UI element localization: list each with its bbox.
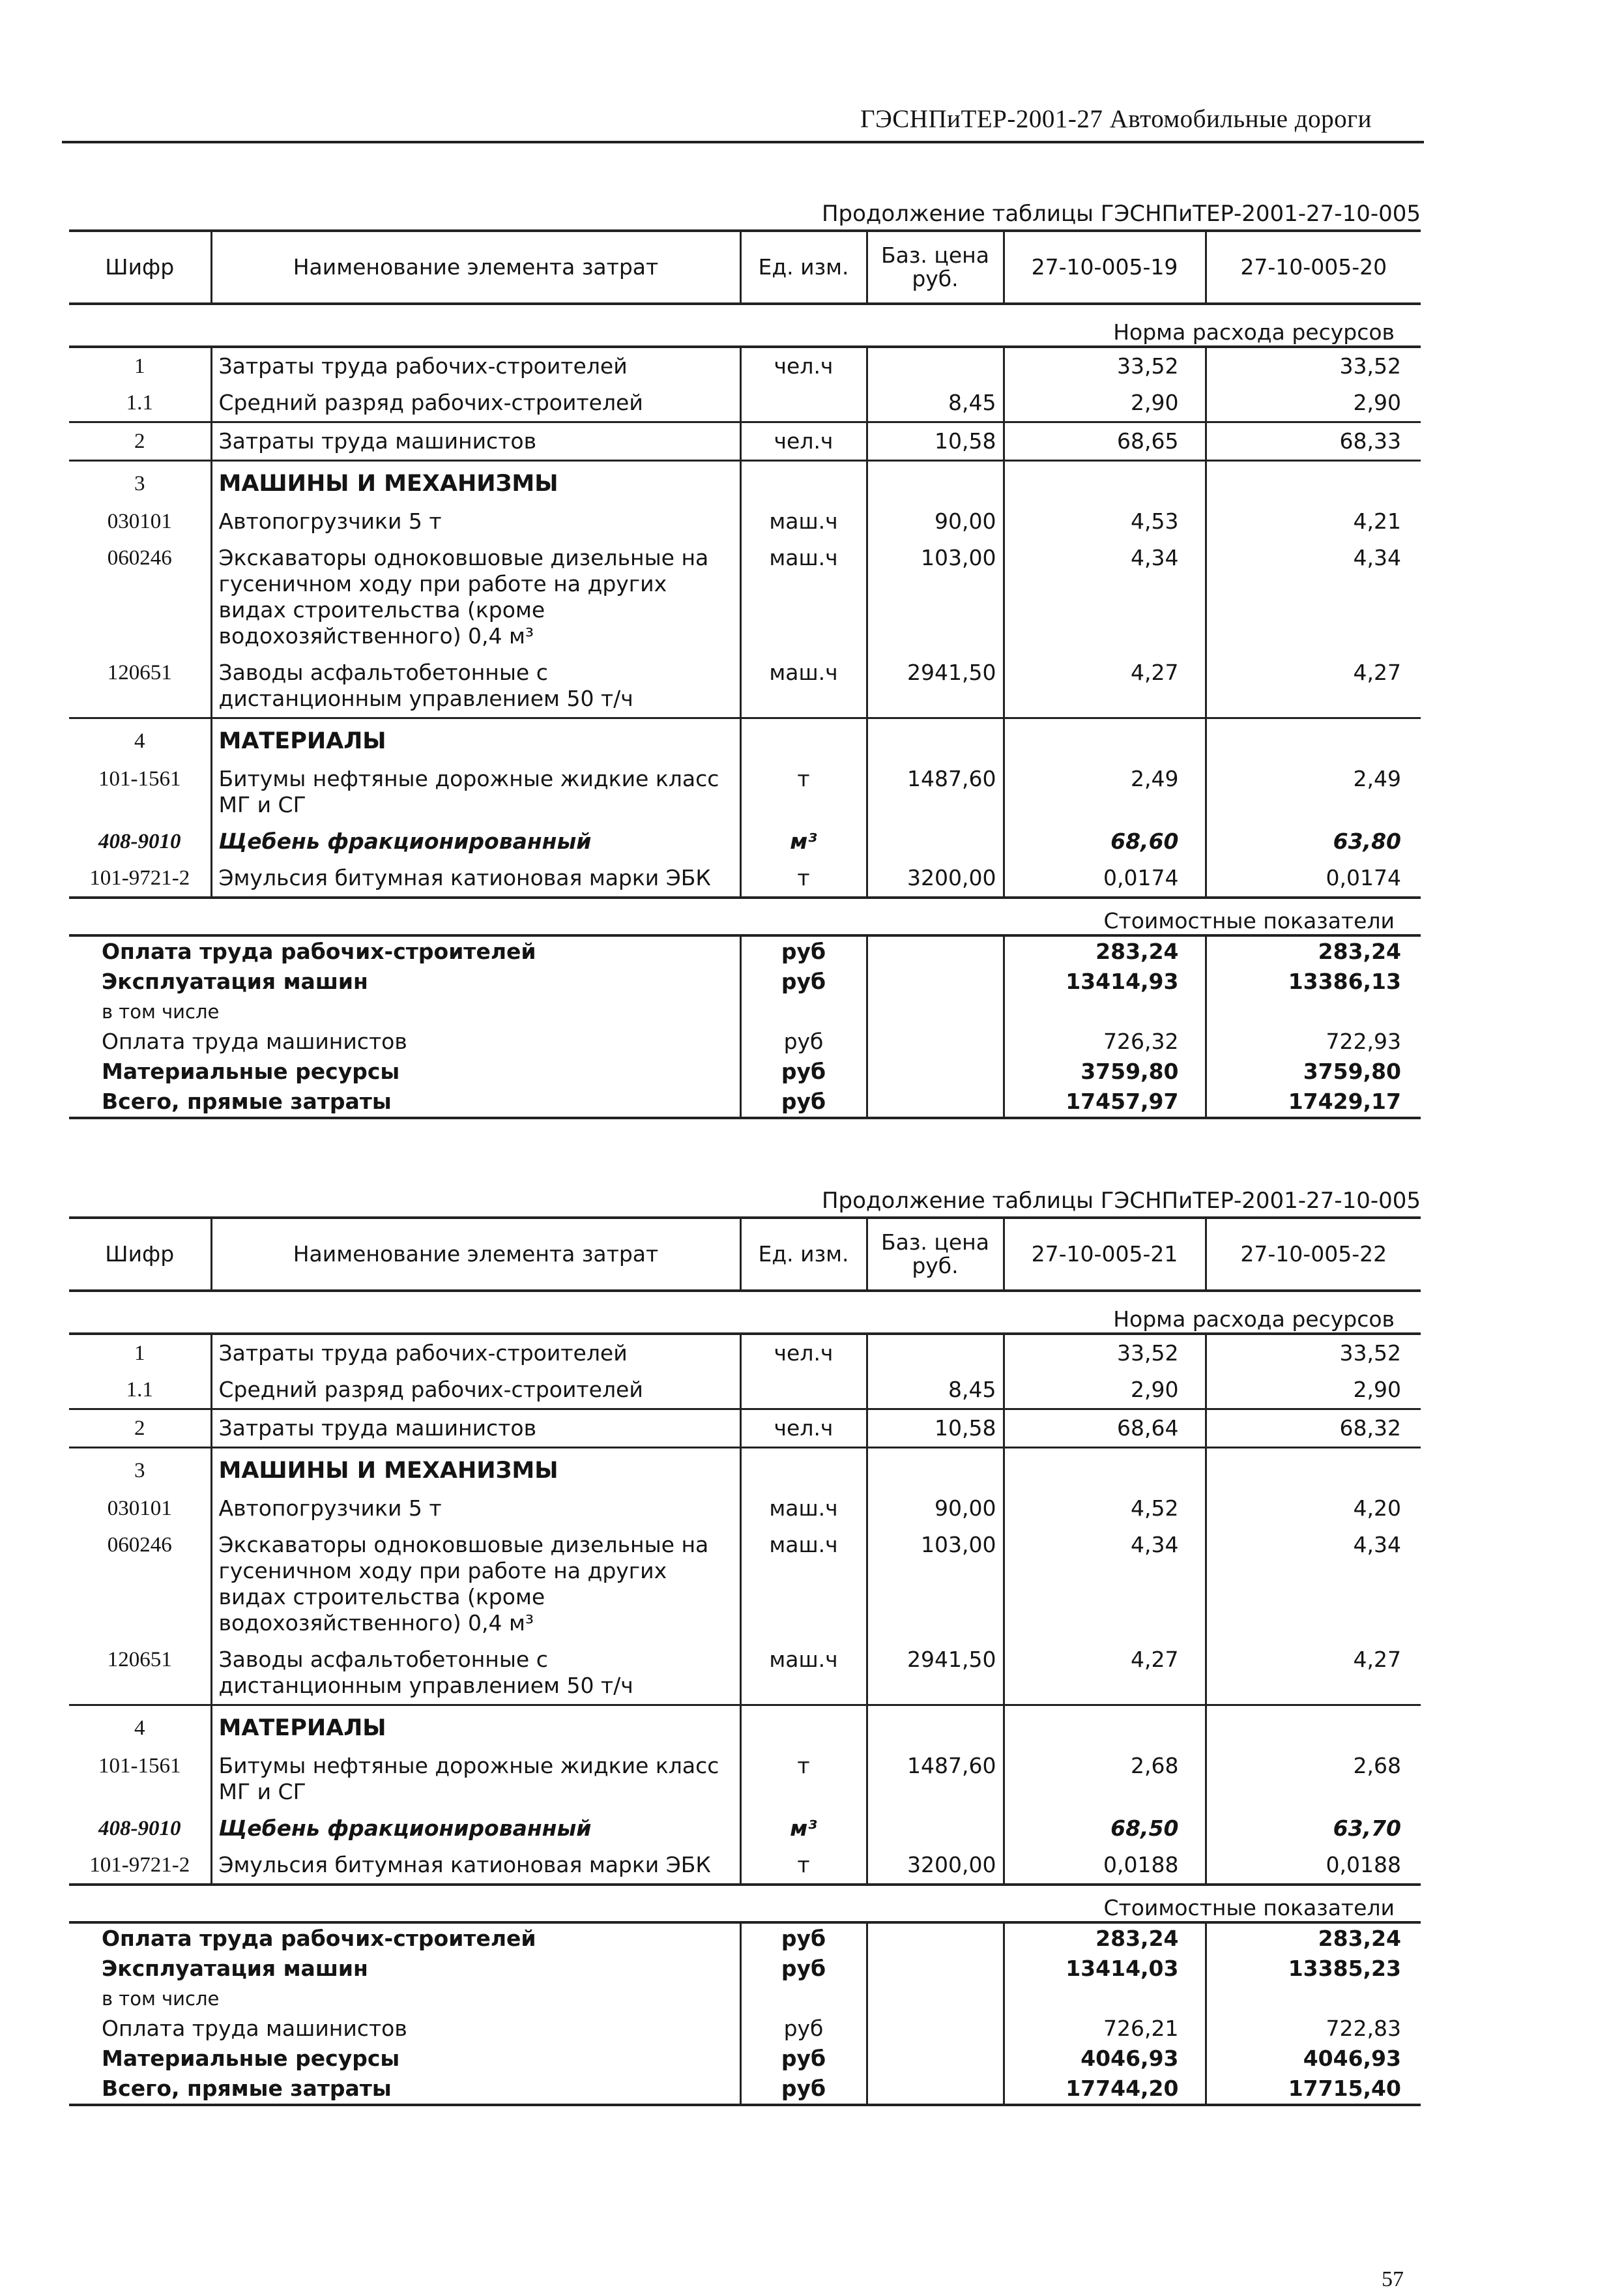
row-value-a: 4,34 — [1004, 540, 1206, 654]
row-price — [867, 1810, 1004, 1847]
cost-value-b: 17715,40 — [1206, 2074, 1421, 2105]
cost-value-a: 4046,93 — [1004, 2044, 1206, 2074]
table-row — [69, 718, 1421, 761]
row-price — [867, 1448, 1004, 1491]
table-row — [69, 860, 1421, 898]
cost-value-b: 17429,17 — [1206, 1087, 1421, 1118]
cost-unit: руб — [740, 967, 867, 997]
cost-value-b: 722,83 — [1326, 2016, 1401, 2041]
row-value-b — [1206, 1705, 1421, 1748]
row-code: 030101 — [69, 1490, 211, 1527]
row-unit: чел.ч — [740, 1409, 867, 1448]
continuation-caption: Продолжение таблицы ГЭСНПиТЕР-2001-27-10-005 — [821, 201, 1421, 227]
table-header-row — [69, 231, 1421, 304]
table-row — [69, 1527, 1421, 1641]
col-header-b: 27-10-005-22 — [1206, 1218, 1421, 1291]
cost-name: Оплата труда рабочих-строителей — [69, 1922, 740, 1954]
row-code: 1.1 — [69, 1372, 211, 1409]
cost-label: Стоимостные показатели — [69, 1885, 1421, 1922]
row-code: 101-1561 — [69, 1748, 211, 1810]
row-price: 1487,60 — [867, 761, 1004, 823]
cost-unit: руб — [740, 935, 867, 967]
cost-unit: руб — [740, 2074, 867, 2105]
row-code: 408-9010 — [69, 823, 211, 860]
row-value-b: 4,21 — [1353, 508, 1401, 534]
table-row — [69, 540, 1421, 654]
row-code: 120651 — [69, 654, 211, 718]
cost-row — [69, 1087, 1421, 1118]
row-code: 120651 — [69, 1641, 211, 1705]
row-unit: маш.ч — [740, 654, 867, 718]
row-value-b: 0,0174 — [1326, 865, 1401, 890]
cost-value-a: 13414,93 — [1004, 967, 1206, 997]
row-unit: чел.ч — [740, 422, 867, 461]
row-value-b: 68,32 — [1206, 1409, 1421, 1448]
row-unit: т — [740, 1748, 867, 1810]
cost-value-a: 3759,80 — [1004, 1057, 1206, 1087]
cost-name: в том числе — [69, 997, 740, 1027]
row-unit: т — [740, 1847, 867, 1885]
row-value-a — [1004, 718, 1206, 761]
row-name: МАШИНЫ И МЕХАНИЗМЫ — [211, 1448, 740, 1491]
cost-name: Оплата труда машинистов — [69, 2014, 740, 2044]
norm-label-row — [69, 1291, 1421, 1334]
cost-row — [69, 2074, 1421, 2105]
row-name: Экскаваторы одноковшовые дизельные на гусеничном ходу при работе на других видах строительства (кроме водохозяйственного) 0,4 м³ — [211, 540, 740, 654]
row-code: 408-9010 — [69, 1810, 211, 1847]
row-value-a: 68,65 — [1004, 422, 1206, 461]
cost-name: Всего, прямые затраты — [69, 2074, 740, 2105]
row-value-b: 4,27 — [1353, 1647, 1401, 1672]
table-header-row — [69, 1218, 1421, 1291]
row-name: Средний разряд рабочих-строителей — [211, 385, 740, 422]
row-code: 2 — [69, 1409, 211, 1448]
table-row — [69, 503, 1421, 540]
cost-name: Оплата труда машинистов — [69, 1027, 740, 1057]
row-value-a: 0,0174 — [1004, 860, 1206, 898]
row-name: МАШИНЫ И МЕХАНИЗМЫ — [211, 461, 740, 504]
row-name: Заводы асфальтобетонные с дистанционным управлением 50 т/ч — [211, 1641, 740, 1705]
cost-value-b: 283,24 — [1318, 939, 1401, 964]
table-row — [69, 761, 1421, 823]
cost-row — [69, 997, 1421, 1027]
row-price: 10,58 — [867, 422, 1004, 461]
row-price: 1487,60 — [867, 1748, 1004, 1810]
row-unit: т — [740, 761, 867, 823]
row-name: Затраты труда рабочих-строителей — [211, 1334, 740, 1372]
row-price: 8,45 — [867, 1372, 1004, 1409]
row-unit: чел.ч — [740, 1334, 867, 1372]
row-value-b: 4,34 — [1353, 1532, 1401, 1557]
col-header-code: Шифр — [69, 1218, 211, 1291]
table-row — [69, 385, 1421, 422]
row-value-a: 2,90 — [1004, 1372, 1206, 1409]
row-value-a — [1004, 1448, 1206, 1491]
row-unit — [740, 1448, 867, 1491]
cost-name: Материальные ресурсы — [69, 1057, 740, 1087]
col-header-name: Наименование элемента затрат — [211, 231, 740, 304]
cost-row — [69, 1027, 1421, 1057]
row-value-a — [1004, 1705, 1206, 1748]
cost-unit: руб — [740, 2044, 867, 2074]
row-value-b: 4,20 — [1353, 1495, 1401, 1521]
row-code: 3 — [69, 1448, 211, 1491]
row-value-a: 2,68 — [1004, 1748, 1206, 1810]
row-value-a: 4,34 — [1004, 1527, 1206, 1641]
row-unit — [740, 1705, 867, 1748]
row-value-a: 33,52 — [1004, 347, 1206, 385]
row-name: МАТЕРИАЛЫ — [211, 718, 740, 761]
row-value-b — [1206, 718, 1421, 761]
row-unit: маш.ч — [740, 540, 867, 654]
cost-value-b: 13386,13 — [1288, 969, 1401, 994]
cost-row — [69, 1922, 1421, 1954]
row-unit: маш.ч — [740, 1527, 867, 1641]
row-code: 3 — [69, 461, 211, 504]
cost-unit: руб — [740, 2014, 867, 2044]
cost-row — [69, 2014, 1421, 2044]
cost-value-a: 726,21 — [1004, 2014, 1206, 2044]
row-name: Автопогрузчики 5 т — [211, 503, 740, 540]
row-name: Затраты труда рабочих-строителей — [211, 347, 740, 385]
row-name: Эмульсия битумная катионовая марки ЭБК — [211, 1847, 740, 1885]
row-unit — [740, 1372, 867, 1409]
table-row — [69, 1810, 1421, 1847]
row-value-a: 33,52 — [1004, 1334, 1206, 1372]
row-name: Автопогрузчики 5 т — [211, 1490, 740, 1527]
cost-value-a: 13414,03 — [1004, 1954, 1206, 1984]
col-header-b: 27-10-005-20 — [1206, 231, 1421, 304]
row-name: Средний разряд рабочих-строителей — [211, 1372, 740, 1409]
row-value-b: 2,90 — [1353, 390, 1401, 415]
col-header-a: 27-10-005-19 — [1004, 231, 1206, 304]
row-name: Эмульсия битумная катионовая марки ЭБК — [211, 860, 740, 898]
col-header-name: Наименование элемента затрат — [211, 1218, 740, 1291]
row-unit: маш.ч — [740, 503, 867, 540]
row-price — [867, 718, 1004, 761]
table-row — [69, 1748, 1421, 1810]
norm-label: Норма расхода ресурсов — [69, 1291, 1421, 1334]
row-price: 8,45 — [867, 385, 1004, 422]
row-price: 2941,50 — [867, 1641, 1004, 1705]
row-price: 90,00 — [867, 1490, 1004, 1527]
cost-name: Оплата труда рабочих-строителей — [69, 935, 740, 967]
row-unit — [740, 385, 867, 422]
cost-value-b — [1206, 1984, 1421, 2014]
cost-unit — [740, 1984, 867, 2014]
row-code: 1 — [69, 1334, 211, 1372]
row-unit: маш.ч — [740, 1490, 867, 1527]
row-value-b: 4,27 — [1353, 660, 1401, 685]
cost-value-a — [1004, 1984, 1206, 2014]
cost-label: Стоимостные показатели — [69, 898, 1421, 935]
continuation-caption: Продолжение таблицы ГЭСНПиТЕР-2001-27-10-005 — [821, 1188, 1421, 1214]
row-price — [867, 1334, 1004, 1372]
row-price — [867, 1705, 1004, 1748]
cost-value-a: 283,24 — [1004, 1922, 1206, 1954]
resource-table — [69, 229, 1421, 1119]
cost-name: Эксплуатация машин — [69, 967, 740, 997]
row-name: Затраты труда машинистов — [211, 422, 740, 461]
row-value-a: 2,90 — [1004, 385, 1206, 422]
row-name: Битумы нефтяные дорожные жидкие класс МГ и СГ — [211, 761, 740, 823]
col-header-price: Баз. цена руб. — [867, 1218, 1004, 1291]
cost-unit: руб — [740, 1954, 867, 1984]
row-unit: маш.ч — [740, 1641, 867, 1705]
cost-value-a: 283,24 — [1004, 935, 1206, 967]
row-price: 103,00 — [867, 540, 1004, 654]
row-unit: м³ — [740, 823, 867, 860]
table-row — [69, 347, 1421, 385]
row-price: 10,58 — [867, 1409, 1004, 1448]
cost-value-b — [1206, 997, 1421, 1027]
cost-unit — [740, 997, 867, 1027]
row-price: 2941,50 — [867, 654, 1004, 718]
row-name: Щебень фракционированный — [211, 823, 740, 860]
row-code: 060246 — [69, 540, 211, 654]
row-unit — [740, 718, 867, 761]
row-value-b: 33,52 — [1339, 353, 1401, 379]
page-number: 57 — [1382, 2267, 1404, 2291]
row-value-a: 4,27 — [1004, 654, 1206, 718]
header-rule — [62, 141, 1424, 143]
col-header-unit: Ед. изм. — [740, 231, 867, 304]
row-code: 1.1 — [69, 385, 211, 422]
row-unit: чел.ч — [740, 347, 867, 385]
row-price — [867, 347, 1004, 385]
row-code: 4 — [69, 1705, 211, 1748]
row-code: 4 — [69, 718, 211, 761]
col-header-unit: Ед. изм. — [740, 1218, 867, 1291]
row-name: Битумы нефтяные дорожные жидкие класс МГ и СГ — [211, 1748, 740, 1810]
row-price — [867, 823, 1004, 860]
cost-value-b: 283,24 — [1318, 1926, 1401, 1951]
row-value-b: 0,0188 — [1326, 1852, 1401, 1877]
cost-value-a: 17744,20 — [1004, 2074, 1206, 2105]
cost-label-row — [69, 1885, 1421, 1922]
row-unit — [740, 461, 867, 504]
row-code: 101-1561 — [69, 761, 211, 823]
cost-name: в том числе — [69, 1984, 740, 2014]
table-row — [69, 823, 1421, 860]
cost-row — [69, 1954, 1421, 1984]
col-header-price: Баз. цена руб. — [867, 231, 1004, 304]
row-value-b: 2,49 — [1353, 766, 1401, 791]
norm-label-row — [69, 304, 1421, 347]
row-value-a: 68,50 — [1004, 1810, 1206, 1847]
row-value-a: 4,27 — [1004, 1641, 1206, 1705]
page-header: ГЭСНПиТЕР-2001-27 Автомобильные дороги — [860, 105, 1372, 133]
cost-row — [69, 2044, 1421, 2074]
row-value-b — [1206, 461, 1421, 504]
table-row — [69, 1490, 1421, 1527]
table-row — [69, 1847, 1421, 1885]
row-value-b: 33,52 — [1339, 1340, 1401, 1366]
cost-value-a: 17457,97 — [1004, 1087, 1206, 1118]
row-value-b: 63,80 — [1333, 829, 1401, 854]
row-unit: м³ — [740, 1810, 867, 1847]
row-value-b — [1206, 1448, 1421, 1491]
col-header-code: Шифр — [69, 231, 211, 304]
row-name: Экскаваторы одноковшовые дизельные на гусеничном ходу при работе на других видах строительства (кроме водохозяйственного) 0,4 м³ — [211, 1527, 740, 1641]
row-value-b: 2,68 — [1353, 1753, 1401, 1778]
row-code: 1 — [69, 347, 211, 385]
table-row — [69, 422, 1421, 461]
cost-value-a — [1004, 997, 1206, 1027]
row-unit: т — [740, 860, 867, 898]
row-name: Щебень фракционированный — [211, 1810, 740, 1847]
table-row — [69, 1372, 1421, 1409]
row-name: МАТЕРИАЛЫ — [211, 1705, 740, 1748]
cost-unit: руб — [740, 1027, 867, 1057]
cost-unit: руб — [740, 1087, 867, 1118]
table-row — [69, 1409, 1421, 1448]
row-price: 3200,00 — [867, 860, 1004, 898]
cost-name: Эксплуатация машин — [69, 1954, 740, 1984]
row-value-b: 63,70 — [1333, 1815, 1401, 1841]
cost-row — [69, 967, 1421, 997]
row-value-b: 2,90 — [1353, 1377, 1401, 1402]
cost-row — [69, 1057, 1421, 1087]
row-name: Затраты труда машинистов — [211, 1409, 740, 1448]
cost-row — [69, 1984, 1421, 2014]
cost-unit: руб — [740, 1057, 867, 1087]
cost-row — [69, 935, 1421, 967]
table-row — [69, 1641, 1421, 1705]
row-value-b: 68,33 — [1206, 422, 1421, 461]
cost-name: Материальные ресурсы — [69, 2044, 740, 2074]
row-value-a: 4,53 — [1004, 503, 1206, 540]
row-price: 3200,00 — [867, 1847, 1004, 1885]
row-value-a: 2,49 — [1004, 761, 1206, 823]
row-code: 060246 — [69, 1527, 211, 1641]
col-header-a: 27-10-005-21 — [1004, 1218, 1206, 1291]
table-row — [69, 1334, 1421, 1372]
cost-value-a: 726,32 — [1004, 1027, 1206, 1057]
table-row — [69, 1448, 1421, 1491]
row-value-a: 4,52 — [1004, 1490, 1206, 1527]
table-row — [69, 1705, 1421, 1748]
row-code: 101-9721-2 — [69, 860, 211, 898]
row-code: 030101 — [69, 503, 211, 540]
cost-name: Всего, прямые затраты — [69, 1087, 740, 1118]
row-value-a: 0,0188 — [1004, 1847, 1206, 1885]
row-price — [867, 461, 1004, 504]
cost-value-b: 4046,93 — [1303, 2046, 1401, 2071]
cost-value-b: 13385,23 — [1288, 1956, 1401, 1981]
row-code: 101-9721-2 — [69, 1847, 211, 1885]
table-row — [69, 654, 1421, 718]
row-value-a — [1004, 461, 1206, 504]
cost-value-b: 3759,80 — [1303, 1059, 1401, 1084]
row-value-a: 68,64 — [1004, 1409, 1206, 1448]
row-price: 90,00 — [867, 503, 1004, 540]
row-value-a: 68,60 — [1004, 823, 1206, 860]
resource-table — [69, 1216, 1421, 2106]
row-name: Заводы асфальтобетонные с дистанционным управлением 50 т/ч — [211, 654, 740, 718]
row-value-b: 4,34 — [1353, 545, 1401, 570]
cost-value-b: 722,93 — [1326, 1029, 1401, 1054]
row-price: 103,00 — [867, 1527, 1004, 1641]
norm-label: Норма расхода ресурсов — [69, 304, 1421, 347]
cost-label-row — [69, 898, 1421, 935]
row-code: 2 — [69, 422, 211, 461]
cost-unit: руб — [740, 1922, 867, 1954]
table-row — [69, 461, 1421, 504]
